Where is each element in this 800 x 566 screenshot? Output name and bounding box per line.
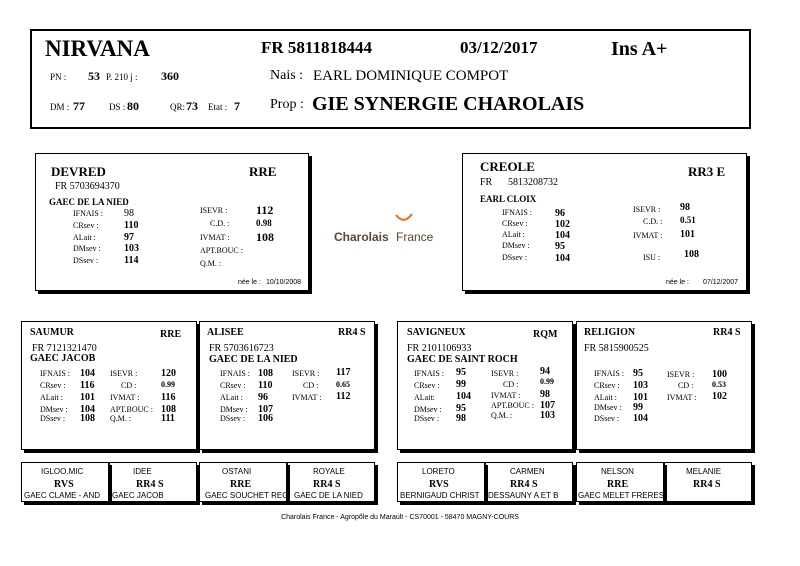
gp-aptbouc-label: APT.BOUC : xyxy=(110,405,153,414)
ggp-name: IGLOO.MIC xyxy=(41,467,84,476)
ggp-name: OSTANI xyxy=(222,467,252,476)
gp-dssev-label: DSsev : xyxy=(414,414,440,423)
gp-dmsev-value: 107 xyxy=(258,404,273,415)
father-ifnais-label: IFNAIS : xyxy=(73,209,104,218)
father-dmsev-value: 103 xyxy=(124,243,139,254)
p210-label: P. 210 j : xyxy=(106,72,138,82)
mother-isevr-value: 98 xyxy=(680,202,690,213)
gp-ifnais-value: 104 xyxy=(80,368,95,379)
ggp-name: IDEE xyxy=(133,467,152,476)
gp-isevr-value: 120 xyxy=(161,368,176,379)
ggp-grade: RVS xyxy=(429,479,449,490)
gp-dmsev-value: 99 xyxy=(633,402,643,413)
gp-cd-label: CD : xyxy=(678,381,694,390)
ggp-breeder: DESSAUNY A ET B xyxy=(488,491,559,500)
gp-dmsev-label: DMsev : xyxy=(594,403,622,412)
gp-grade: RQM xyxy=(533,329,558,340)
gp-ivmat-label: IVMAT : xyxy=(491,391,521,400)
nais-label: Nais : xyxy=(270,68,304,83)
animal-name: NIRVANA xyxy=(45,36,150,61)
father-alait-value: 97 xyxy=(124,232,134,243)
gp-cd-value: 0.99 xyxy=(161,380,175,389)
gp-crsev-label: CRsev : xyxy=(594,381,620,390)
ggp-grade: RR4 S xyxy=(136,479,164,490)
footer-address: Charolais France - Agropôle du Marault - CS70001 - 58470 MAGNY-COURS xyxy=(281,514,519,521)
mother-dmsev-value: 95 xyxy=(555,241,565,252)
gp-crsev-value: 103 xyxy=(633,380,648,391)
gp-grade: RR4 S xyxy=(338,327,366,338)
gp-ifnais-value: 108 xyxy=(258,368,273,379)
gp-cd-value: 0.65 xyxy=(336,380,350,389)
gp-isevr-value: 100 xyxy=(712,369,727,380)
ggp-breeder: GAEC CLAME - AND xyxy=(24,491,101,500)
pn-label: PN : xyxy=(50,72,67,82)
gp-isevr-label: ISEVR : xyxy=(667,370,695,379)
mother-isu-label: ISU : xyxy=(643,253,661,262)
gp-id: FR 7121321470 xyxy=(32,343,97,354)
gp-isevr-value: 117 xyxy=(336,367,351,378)
gp-aptbouc-value: 107 xyxy=(540,400,555,411)
gp-aptbouc-label: APT.BOUC : xyxy=(491,401,534,410)
dm-value: 77 xyxy=(73,99,85,113)
gp-dmsev-value: 95 xyxy=(456,403,466,414)
father-crsev-label: CRsev : xyxy=(73,221,99,230)
mother-dssev-value: 104 xyxy=(555,253,570,264)
father-aptbouc-label: APT.BOUC : xyxy=(200,246,243,255)
ggp-name: NELSON xyxy=(601,467,634,476)
animal-birth-date: 03/12/2017 xyxy=(460,38,538,57)
father-cd-label: C.D. : xyxy=(210,219,230,228)
mother-dmsev-label: DMsev : xyxy=(502,241,530,250)
gp-dssev-label: DSsev : xyxy=(220,414,246,423)
gp-crsev-label: CRsev : xyxy=(220,381,246,390)
gp-name: ALISEE xyxy=(207,327,244,338)
etat-label: Etat : xyxy=(208,102,228,112)
gp-ifnais-label: IFNAIS : xyxy=(414,369,445,378)
logo-swoosh-icon xyxy=(394,213,414,225)
father-dssev-label: DSsev : xyxy=(73,256,99,265)
gp-alait-label: ALait : xyxy=(220,393,243,402)
gp-dssev-label: DSsev : xyxy=(594,414,620,423)
ds-value: 80 xyxy=(127,99,139,113)
gp-ivmat-label: IVMAT : xyxy=(667,393,697,402)
gp-dmsev-label: DMsev : xyxy=(40,405,68,414)
gp-breeder: GAEC DE SAINT ROCH xyxy=(407,354,518,365)
logo-text-right: France xyxy=(396,230,434,244)
qr-label: QR: xyxy=(170,102,186,112)
father-isevr-value: 112 xyxy=(256,203,274,217)
father-ivmat-label: IVMAT : xyxy=(200,233,230,242)
gp-id: FR 2101106933 xyxy=(407,343,472,354)
father-grade: RRE xyxy=(249,164,277,179)
father-ivmat-value: 108 xyxy=(256,230,274,244)
gp-isevr-label: ISEVR : xyxy=(292,369,320,378)
p210-value: 360 xyxy=(161,69,179,83)
gp-crsev-value: 110 xyxy=(258,380,273,391)
gp-dssev-value: 108 xyxy=(80,413,95,424)
ggp-breeder: GAEC SOUCHET REGI xyxy=(205,491,291,500)
ggp-breeder: GAEC MELET FRERES xyxy=(578,491,665,500)
mother-crsev-value: 102 xyxy=(555,219,570,230)
gp-dmsev-value: 104 xyxy=(80,404,95,415)
ds-label: DS : xyxy=(109,102,126,112)
mother-breeder: EARL CLOIX xyxy=(480,194,537,204)
mother-name: CREOLE xyxy=(480,159,535,174)
gp-ifnais-value: 95 xyxy=(456,367,466,378)
gp-qm-value: 103 xyxy=(540,410,555,421)
gp-id: FR 5815900525 xyxy=(584,343,649,354)
gp-crsev-value: 99 xyxy=(456,379,466,390)
gp-isevr-value: 94 xyxy=(540,366,550,377)
gp-alait-value: 96 xyxy=(258,392,268,403)
gp-grade: RRE xyxy=(160,329,182,340)
gp-breeder: GAEC JACOB xyxy=(30,353,96,364)
gp-aptbouc-value: 108 xyxy=(161,404,176,415)
animal-id: FR 5811818444 xyxy=(261,38,372,57)
gp-alait-label: ALait : xyxy=(40,393,63,402)
gp-dssev-value: 106 xyxy=(258,413,273,424)
gp-cd-label: CD : xyxy=(303,381,319,390)
gp-ivmat-label: IVMAT : xyxy=(110,393,140,402)
gp-grade: RR4 S xyxy=(713,327,741,338)
ggp-name: ROYALE xyxy=(313,467,345,476)
mother-dssev-label: DSsev : xyxy=(502,253,528,262)
etat-value: 7 xyxy=(234,99,240,113)
mother-ifnais-value: 96 xyxy=(555,208,565,219)
gp-isevr-label: ISEVR : xyxy=(491,369,519,378)
gp-dssev-label: DSsev : xyxy=(40,414,66,423)
ggp-breeder: BERNIGAUD CHRIST xyxy=(400,491,480,500)
gp-crsev-value: 116 xyxy=(80,380,95,391)
gp-alait-label: ALait: xyxy=(414,393,435,402)
father-breeder: GAEC DE LA NIED xyxy=(49,197,129,207)
gp-crsev-label: CRsev : xyxy=(414,381,440,390)
mother-ifnais-label: IFNAIS : xyxy=(502,208,533,217)
gp-ivmat-value: 98 xyxy=(540,389,550,400)
gp-ivmat-value: 112 xyxy=(336,391,351,402)
mother-alait-label: ALait : xyxy=(502,230,525,239)
father-name: DEVRED xyxy=(51,164,106,179)
gp-ivmat-value: 116 xyxy=(161,392,176,403)
father-qm-label: Q.M. : xyxy=(200,259,222,268)
mother-cd-label: C.D. : xyxy=(643,217,663,226)
gp-cd-label: CD : xyxy=(121,381,137,390)
father-cd-value: 0.98 xyxy=(256,218,272,228)
gp-breeder: GAEC DE LA NIED xyxy=(209,354,298,365)
father-id: FR 5703694370 xyxy=(55,181,120,192)
gp-ifnais-label: IFNAIS : xyxy=(40,369,71,378)
father-alait-label: ALait : xyxy=(73,233,96,242)
father-dssev-value: 114 xyxy=(124,255,139,266)
gp-id: FR 5703616723 xyxy=(209,343,274,354)
gp-cd-value: 0.53 xyxy=(712,380,726,389)
mother-grade: RR3 E xyxy=(688,164,726,179)
logo-text-left: Charolais xyxy=(334,230,389,244)
gp-alait-label: ALait : xyxy=(594,393,617,402)
mother-birth-date: 07/12/2007 xyxy=(703,279,739,286)
mother-birth-label: née le : xyxy=(666,279,689,286)
gp-qm-label: Q.M. : xyxy=(110,414,132,423)
mother-id-prefix: FR xyxy=(480,177,493,188)
ggp-grade: RRE xyxy=(607,479,629,490)
gp-ifnais-label: IFNAIS : xyxy=(220,369,251,378)
mother-id: 5813208732 xyxy=(508,177,558,188)
gp-alait-value: 104 xyxy=(456,391,471,402)
gp-name: RELIGION xyxy=(584,327,636,338)
gp-dssev-value: 104 xyxy=(633,413,648,424)
ggp-breeder: GAEC JACOB xyxy=(112,491,164,500)
ggp-name: MELANIE xyxy=(686,467,722,476)
father-isevr-label: ISEVR : xyxy=(200,206,228,215)
ggp-grade: RR4 S xyxy=(693,479,721,490)
mother-cd-value: 0.51 xyxy=(680,215,696,225)
pn-value: 53 xyxy=(88,69,100,83)
qr-value: 73 xyxy=(186,99,198,113)
gp-cd-value: 0.99 xyxy=(540,377,554,386)
gp-ivmat-label: IVMAT : xyxy=(292,393,322,402)
gp-name: SAUMUR xyxy=(30,327,74,338)
charolais-france-logo xyxy=(334,213,454,253)
father-dmsev-label: DMsev : xyxy=(73,244,101,253)
gp-dssev-value: 98 xyxy=(456,413,466,424)
mother-isu-value: 108 xyxy=(684,249,699,260)
gp-name: SAVIGNEUX xyxy=(407,327,466,338)
prop-value: GIE SYNERGIE CHAROLAIS xyxy=(312,93,585,115)
mother-ivmat-label: IVMAT : xyxy=(633,231,663,240)
gp-ifnais-value: 95 xyxy=(633,368,643,379)
gp-qm-label: Q.M. : xyxy=(491,411,513,420)
father-birth-label: née le : xyxy=(238,279,261,286)
ggp-name: CARMEN xyxy=(510,467,545,476)
nais-value: EARL DOMINIQUE COMPOT xyxy=(313,68,509,84)
gp-cd-label: CD : xyxy=(503,380,519,389)
mother-isevr-label: ISEVR : xyxy=(633,205,661,214)
mother-ivmat-value: 101 xyxy=(680,229,695,240)
gp-ifnais-label: IFNAIS : xyxy=(594,369,625,378)
gp-ivmat-value: 102 xyxy=(712,391,727,402)
ggp-name: LORETO xyxy=(422,467,455,476)
gp-dmsev-label: DMsev : xyxy=(414,405,442,414)
gp-crsev-label: CRsev : xyxy=(40,381,66,390)
father-crsev-value: 110 xyxy=(124,220,139,231)
prop-label: Prop : xyxy=(270,97,304,112)
father-birth-date: 10/10/2008 xyxy=(266,279,302,286)
ggp-breeder: GAEC DE LA NIED xyxy=(294,491,363,500)
mother-crsev-label: CRsev : xyxy=(502,219,528,228)
ggp-grade: RR4 S xyxy=(510,479,538,490)
mother-alait-value: 104 xyxy=(555,230,570,241)
gp-alait-value: 101 xyxy=(80,392,95,403)
animal-status: Ins A+ xyxy=(611,38,668,60)
ggp-grade: RR4 S xyxy=(313,479,341,490)
dm-label: DM : xyxy=(50,102,70,112)
ggp-grade: RVS xyxy=(54,479,74,490)
father-ifnais-value: 98 xyxy=(124,208,134,219)
gp-qm-value: 111 xyxy=(161,413,175,424)
gp-isevr-label: ISEVR : xyxy=(110,369,138,378)
gp-alait-value: 101 xyxy=(633,392,648,403)
ggp-grade: RRE xyxy=(230,479,252,490)
gp-dmsev-label: DMsev : xyxy=(220,405,248,414)
